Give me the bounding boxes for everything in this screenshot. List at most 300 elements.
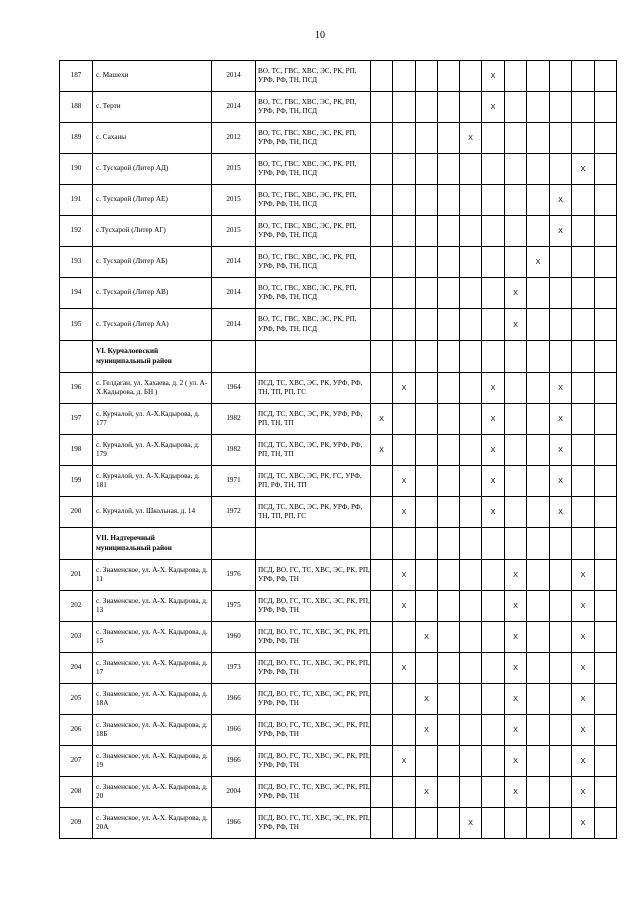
mark-cell <box>595 247 617 278</box>
works-cell: ВО, ТС, ГВС, ХВС, ЭС, РК, РП, УРФ, РФ, ТН, ПСД <box>256 123 371 154</box>
mark-cell: X <box>416 622 438 653</box>
mark-cell <box>482 653 505 684</box>
mark-cell <box>527 435 550 466</box>
year-cell: 1966 <box>212 746 256 777</box>
mark-cell <box>416 653 438 684</box>
mark-cell <box>393 185 416 216</box>
mark-cell <box>527 154 550 185</box>
works-cell: ПСД, ТС, ХВС, ЭС, РК, ГС, УРФ, РП, РФ, ТН, ТП <box>256 466 371 497</box>
year-cell: 2014 <box>212 61 256 92</box>
mark-cell <box>393 92 416 123</box>
mark-cell <box>393 154 416 185</box>
mark-cell <box>460 185 482 216</box>
mark-cell <box>572 92 595 123</box>
mark-cell <box>438 92 460 123</box>
year-cell <box>212 341 256 373</box>
table-section-row <box>60 528 617 560</box>
mark-cell <box>438 684 460 715</box>
works-cell: ПСД, ТС, ХВС, ЭС, РК, УРФ, РФ, РП, ТН, ТП <box>256 435 371 466</box>
table-row <box>60 466 617 497</box>
mark-cell <box>438 435 460 466</box>
mark-cell <box>438 341 460 373</box>
year-cell: 2014 <box>212 92 256 123</box>
mark-cell <box>505 497 527 528</box>
mark-cell <box>460 154 482 185</box>
mark-cell <box>595 622 617 653</box>
mark-cell <box>460 92 482 123</box>
row-number-cell: 205 <box>60 684 93 715</box>
mark-cell: X <box>505 560 527 591</box>
mark-cell <box>595 560 617 591</box>
mark-cell <box>371 746 393 777</box>
mark-cell <box>416 185 438 216</box>
mark-cell <box>416 92 438 123</box>
address-cell: с. Знаменское, ул. А-Х. Кадырова, д. 19 <box>93 746 212 777</box>
mark-cell <box>482 154 505 185</box>
table-row <box>60 247 617 278</box>
mark-cell <box>572 123 595 154</box>
mark-cell <box>572 373 595 404</box>
mark-cell <box>393 622 416 653</box>
mark-cell <box>416 435 438 466</box>
mark-cell <box>527 808 550 839</box>
mark-cell <box>416 278 438 309</box>
works-cell: ПСД, ТС, ХВС, ЭС, РК, УРФ, РФ, ТН, ТП, РП, ГС <box>256 373 371 404</box>
mark-cell <box>595 373 617 404</box>
row-number-cell <box>60 341 93 373</box>
mark-cell <box>393 715 416 746</box>
mark-cell <box>371 373 393 404</box>
mark-cell <box>482 560 505 591</box>
mark-cell <box>460 373 482 404</box>
mark-cell <box>550 808 572 839</box>
mark-cell <box>482 622 505 653</box>
table-row <box>60 715 617 746</box>
mark-cell <box>416 528 438 560</box>
works-cell: ПСД, ВО, ГС, ТС, ХВС, ЭС, РК, РП, УРФ, РФ, ТН <box>256 808 371 839</box>
table-row <box>60 61 617 92</box>
mark-cell: X <box>460 123 482 154</box>
mark-cell <box>482 591 505 622</box>
mark-cell <box>438 404 460 435</box>
works-cell: ВО, ТС, ГВС, ХВС, ЭС, РК, РП, УРФ, РФ, ТН, ПСД <box>256 154 371 185</box>
mark-cell: X <box>505 278 527 309</box>
mark-cell <box>371 278 393 309</box>
works-cell: ПСД, ВО, ГС, ТС, ХВС, ЭС, РК, РП, УРФ, РФ, ТН <box>256 684 371 715</box>
mark-cell <box>550 278 572 309</box>
mark-cell <box>416 373 438 404</box>
mark-cell <box>482 247 505 278</box>
year-cell: 1982 <box>212 435 256 466</box>
mark-cell <box>527 777 550 808</box>
works-cell: ВО, ТС, ГВС, ХВС, ЭС, РК, РП, УРФ, РФ, ТН, ПСД <box>256 278 371 309</box>
mark-cell: X <box>572 622 595 653</box>
mark-cell: X <box>550 497 572 528</box>
mark-cell <box>460 528 482 560</box>
mark-cell <box>371 92 393 123</box>
row-number-cell: 196 <box>60 373 93 404</box>
mark-cell <box>572 278 595 309</box>
mark-cell: X <box>505 653 527 684</box>
works-cell: ПСД, ВО, ГС, ТС, ХВС, ЭС, РК, РП, УРФ, РФ, ТН <box>256 715 371 746</box>
mark-cell <box>572 466 595 497</box>
mark-cell <box>460 622 482 653</box>
mark-cell <box>438 497 460 528</box>
mark-cell <box>550 746 572 777</box>
works-cell: ПСД, ВО, ГС, ТС, ХВС, ЭС, РК, РП, УРФ, РФ, ТН <box>256 591 371 622</box>
mark-cell <box>527 61 550 92</box>
mark-cell <box>527 560 550 591</box>
mark-cell <box>460 560 482 591</box>
table-row <box>60 777 617 808</box>
year-cell <box>212 528 256 560</box>
mark-cell <box>393 435 416 466</box>
mark-cell <box>438 123 460 154</box>
mark-cell: X <box>416 715 438 746</box>
mark-cell: X <box>572 808 595 839</box>
mark-cell <box>572 341 595 373</box>
mark-cell: X <box>505 777 527 808</box>
year-cell: 1964 <box>212 373 256 404</box>
mark-cell <box>416 560 438 591</box>
mark-cell <box>371 653 393 684</box>
year-cell: 1966 <box>212 684 256 715</box>
mark-cell <box>595 404 617 435</box>
mark-cell: X <box>550 404 572 435</box>
address-cell: с. Знаменское, ул. А-Х. Кадырова, д. 18Б <box>93 715 212 746</box>
mark-cell <box>371 528 393 560</box>
mark-cell: X <box>393 466 416 497</box>
table-row <box>60 404 617 435</box>
mark-cell <box>438 278 460 309</box>
mark-cell <box>393 777 416 808</box>
mark-cell <box>438 622 460 653</box>
address-cell: с. Тусхарой (Литер АВ) <box>93 278 212 309</box>
year-cell: 1971 <box>212 466 256 497</box>
works-cell: ВО, ТС, ГВС, ХВС, ЭС, РК, РП, УРФ, РФ, ТН, ПСД <box>256 61 371 92</box>
mark-cell <box>416 466 438 497</box>
mark-cell <box>550 341 572 373</box>
row-number-cell: 190 <box>60 154 93 185</box>
works-cell: ПСД, ВО, ГС, ТС, ХВС, ЭС, РК, РП, УРФ, РФ, ТН <box>256 653 371 684</box>
mark-cell <box>482 123 505 154</box>
works-cell: ВО, ТС, ГВС, ХВС, ЭС, РК, РП, УРФ, РФ, ТН, ПСД <box>256 309 371 341</box>
mark-cell <box>595 653 617 684</box>
mark-cell <box>527 216 550 247</box>
mark-cell: X <box>416 777 438 808</box>
mark-cell: X <box>482 497 505 528</box>
mark-cell: X <box>505 715 527 746</box>
mark-cell: X <box>393 746 416 777</box>
mark-cell <box>572 216 595 247</box>
mark-cell <box>572 61 595 92</box>
works-cell: ПСД, ВО, ГС, ТС, ХВС, ЭС, РК, РП, УРФ, РФ, ТН <box>256 622 371 653</box>
mark-cell: X <box>505 622 527 653</box>
mark-cell <box>595 123 617 154</box>
mark-cell <box>572 185 595 216</box>
mark-cell: X <box>482 61 505 92</box>
address-cell: с. Гелдаган, ул. Хахаева, д. 2 ( ул. А-Х.Кадырова, д. БН ) <box>93 373 212 404</box>
row-number-cell: 209 <box>60 808 93 839</box>
mark-cell: X <box>482 404 505 435</box>
mark-cell <box>595 61 617 92</box>
mark-cell <box>371 61 393 92</box>
mark-cell <box>371 185 393 216</box>
mark-cell <box>505 185 527 216</box>
mark-cell: X <box>482 466 505 497</box>
mark-cell: X <box>572 560 595 591</box>
address-cell: с. Машехи <box>93 61 212 92</box>
address-cell: с. Курчалой, ул. А-Х.Кадырова, д. 179 <box>93 435 212 466</box>
mark-cell <box>527 684 550 715</box>
mark-cell: X <box>482 435 505 466</box>
mark-cell <box>505 528 527 560</box>
mark-cell <box>438 653 460 684</box>
mark-cell <box>460 466 482 497</box>
mark-cell <box>371 622 393 653</box>
mark-cell: X <box>505 309 527 341</box>
table-section-row <box>60 341 617 373</box>
mark-cell <box>438 185 460 216</box>
mark-cell <box>482 715 505 746</box>
mark-cell <box>527 123 550 154</box>
mark-cell: X <box>393 653 416 684</box>
year-cell: 1975 <box>212 591 256 622</box>
mark-cell <box>438 777 460 808</box>
mark-cell <box>393 61 416 92</box>
mark-cell <box>460 61 482 92</box>
address-cell: с. Тусхарой (Литер АЕ) <box>93 185 212 216</box>
mark-cell <box>460 309 482 341</box>
mark-cell <box>371 591 393 622</box>
mark-cell <box>505 435 527 466</box>
table-row <box>60 808 617 839</box>
row-number-cell: 193 <box>60 247 93 278</box>
mark-cell <box>416 746 438 777</box>
mark-cell <box>505 247 527 278</box>
table-row <box>60 92 617 123</box>
mark-cell <box>527 466 550 497</box>
works-cell: ВО, ТС, ГВС, ХВС, ЭС, РК, РП, УРФ, РФ, ТН, ПСД <box>256 216 371 247</box>
mark-cell <box>527 92 550 123</box>
mark-cell <box>595 92 617 123</box>
mark-cell <box>572 435 595 466</box>
mark-cell <box>572 404 595 435</box>
mark-cell <box>527 746 550 777</box>
mark-cell <box>416 404 438 435</box>
works-cell: ПСД, ВО, ГС, ТС, ХВС, ЭС, РК, РП, УРФ, РФ, ТН <box>256 560 371 591</box>
address-cell: с. Знаменское, ул. А-Х. Кадырова, д. 20 <box>93 777 212 808</box>
mark-cell <box>460 684 482 715</box>
mark-cell <box>371 309 393 341</box>
mark-cell <box>460 591 482 622</box>
mark-cell <box>482 808 505 839</box>
mark-cell: X <box>460 808 482 839</box>
mark-cell <box>416 247 438 278</box>
mark-cell <box>550 560 572 591</box>
mark-cell <box>393 278 416 309</box>
mark-cell <box>527 653 550 684</box>
mark-cell <box>371 684 393 715</box>
year-cell: 2014 <box>212 278 256 309</box>
table-row <box>60 684 617 715</box>
mark-cell <box>460 216 482 247</box>
row-number-cell: 208 <box>60 777 93 808</box>
mark-cell <box>527 715 550 746</box>
mark-cell: X <box>572 715 595 746</box>
mark-cell <box>527 278 550 309</box>
works-cell: ВО, ТС, ГВС, ХВС, ЭС, РК, РП, УРФ, РФ, ТН, ПСД <box>256 247 371 278</box>
mark-cell <box>505 373 527 404</box>
works-cell <box>256 341 371 373</box>
mark-cell <box>550 123 572 154</box>
mark-cell: X <box>527 247 550 278</box>
mark-cell <box>527 591 550 622</box>
mark-cell <box>393 684 416 715</box>
mark-cell <box>595 777 617 808</box>
mark-cell <box>438 746 460 777</box>
mark-cell <box>371 777 393 808</box>
mark-cell: X <box>572 746 595 777</box>
mark-cell <box>416 591 438 622</box>
mark-cell <box>371 341 393 373</box>
row-number-cell: 204 <box>60 653 93 684</box>
mark-cell <box>371 715 393 746</box>
works-cell <box>256 528 371 560</box>
mark-cell <box>572 497 595 528</box>
works-cell: ПСД, ВО, ГС, ТС, ХВС, ЭС, РК, РП, УРФ, РФ, ТН <box>256 777 371 808</box>
mark-cell <box>527 309 550 341</box>
mark-cell <box>371 808 393 839</box>
mark-cell <box>527 373 550 404</box>
year-cell: 1960 <box>212 622 256 653</box>
mark-cell <box>550 622 572 653</box>
address-cell: с. Знаменское, ул. А-Х. Кадырова, д. 20А <box>93 808 212 839</box>
row-number-cell: 194 <box>60 278 93 309</box>
table-row <box>60 278 617 309</box>
table-row <box>60 653 617 684</box>
capital-repair-table <box>59 60 617 839</box>
table-row <box>60 622 617 653</box>
mark-cell <box>371 497 393 528</box>
mark-cell <box>595 185 617 216</box>
address-cell: с. Курчалой, ул. А-Х.Кадырова, д. 177 <box>93 404 212 435</box>
mark-cell <box>371 560 393 591</box>
mark-cell: X <box>572 653 595 684</box>
mark-cell <box>438 528 460 560</box>
mark-cell: X <box>482 92 505 123</box>
mark-cell <box>460 278 482 309</box>
mark-cell <box>393 404 416 435</box>
mark-cell <box>595 497 617 528</box>
mark-cell: X <box>505 591 527 622</box>
row-number-cell: 199 <box>60 466 93 497</box>
mark-cell <box>505 404 527 435</box>
year-cell: 1972 <box>212 497 256 528</box>
address-cell: с. Курчалой, ул. А-Х.Кадырова, д. 181 <box>93 466 212 497</box>
mark-cell: X <box>572 154 595 185</box>
mark-cell <box>550 591 572 622</box>
year-cell: 1973 <box>212 653 256 684</box>
address-cell: с.Тусхарой (Литер АГ) <box>93 216 212 247</box>
mark-cell: X <box>550 185 572 216</box>
mark-cell <box>460 247 482 278</box>
mark-cell <box>416 309 438 341</box>
mark-cell: X <box>371 435 393 466</box>
mark-cell: X <box>416 684 438 715</box>
year-cell: 2015 <box>212 154 256 185</box>
mark-cell: X <box>482 373 505 404</box>
works-cell: ПСД, ТС, ХВС, ЭС, РК, УРФ, РФ, РП, ТН, ТП <box>256 404 371 435</box>
table-row <box>60 154 617 185</box>
mark-cell <box>371 216 393 247</box>
row-number-cell: 189 <box>60 123 93 154</box>
row-number-cell: 206 <box>60 715 93 746</box>
address-cell: с. Знаменское, ул. А-Х. Кадырова, д. 13 <box>93 591 212 622</box>
mark-cell <box>393 247 416 278</box>
mark-cell <box>550 61 572 92</box>
mark-cell <box>416 808 438 839</box>
mark-cell <box>460 715 482 746</box>
mark-cell <box>505 341 527 373</box>
mark-cell <box>550 777 572 808</box>
row-number-cell: 192 <box>60 216 93 247</box>
row-number-cell: 202 <box>60 591 93 622</box>
address-cell: с. Знаменское, ул. А-Х. Кадырова, д. 17 <box>93 653 212 684</box>
table-row <box>60 591 617 622</box>
mark-cell <box>482 341 505 373</box>
works-cell: ВО, ТС, ГВС, ХВС, ЭС, РК, РП, УРФ, РФ, ТН, ПСД <box>256 185 371 216</box>
mark-cell <box>505 92 527 123</box>
works-cell: ПСД, ТС, ХВС, ЭС, РК, УРФ, РФ, ТН, ТП, РП, ГС <box>256 497 371 528</box>
mark-cell <box>572 309 595 341</box>
mark-cell <box>505 61 527 92</box>
address-cell: с. Саханы <box>93 123 212 154</box>
mark-cell <box>550 154 572 185</box>
mark-cell <box>482 684 505 715</box>
mark-cell <box>393 341 416 373</box>
mark-cell <box>505 154 527 185</box>
address-cell: с. Тусхарой (Литер АА) <box>93 309 212 341</box>
row-number-cell: 188 <box>60 92 93 123</box>
mark-cell: X <box>572 777 595 808</box>
address-cell: с. Тусхарой (Литер АБ) <box>93 247 212 278</box>
mark-cell <box>460 404 482 435</box>
table-row <box>60 216 617 247</box>
mark-cell: X <box>393 591 416 622</box>
mark-cell <box>482 528 505 560</box>
mark-cell: X <box>572 684 595 715</box>
mark-cell <box>550 528 572 560</box>
mark-cell <box>550 684 572 715</box>
mark-cell <box>527 497 550 528</box>
mark-cell <box>371 466 393 497</box>
mark-cell: X <box>393 497 416 528</box>
year-cell: 2004 <box>212 777 256 808</box>
mark-cell <box>482 309 505 341</box>
mark-cell <box>393 528 416 560</box>
row-number-cell: 198 <box>60 435 93 466</box>
table-row <box>60 746 617 777</box>
page-number: 10 <box>315 30 325 41</box>
mark-cell <box>505 466 527 497</box>
year-cell: 2015 <box>212 216 256 247</box>
mark-cell: X <box>393 373 416 404</box>
mark-cell <box>438 61 460 92</box>
row-number-cell: 197 <box>60 404 93 435</box>
mark-cell <box>438 808 460 839</box>
mark-cell <box>595 466 617 497</box>
